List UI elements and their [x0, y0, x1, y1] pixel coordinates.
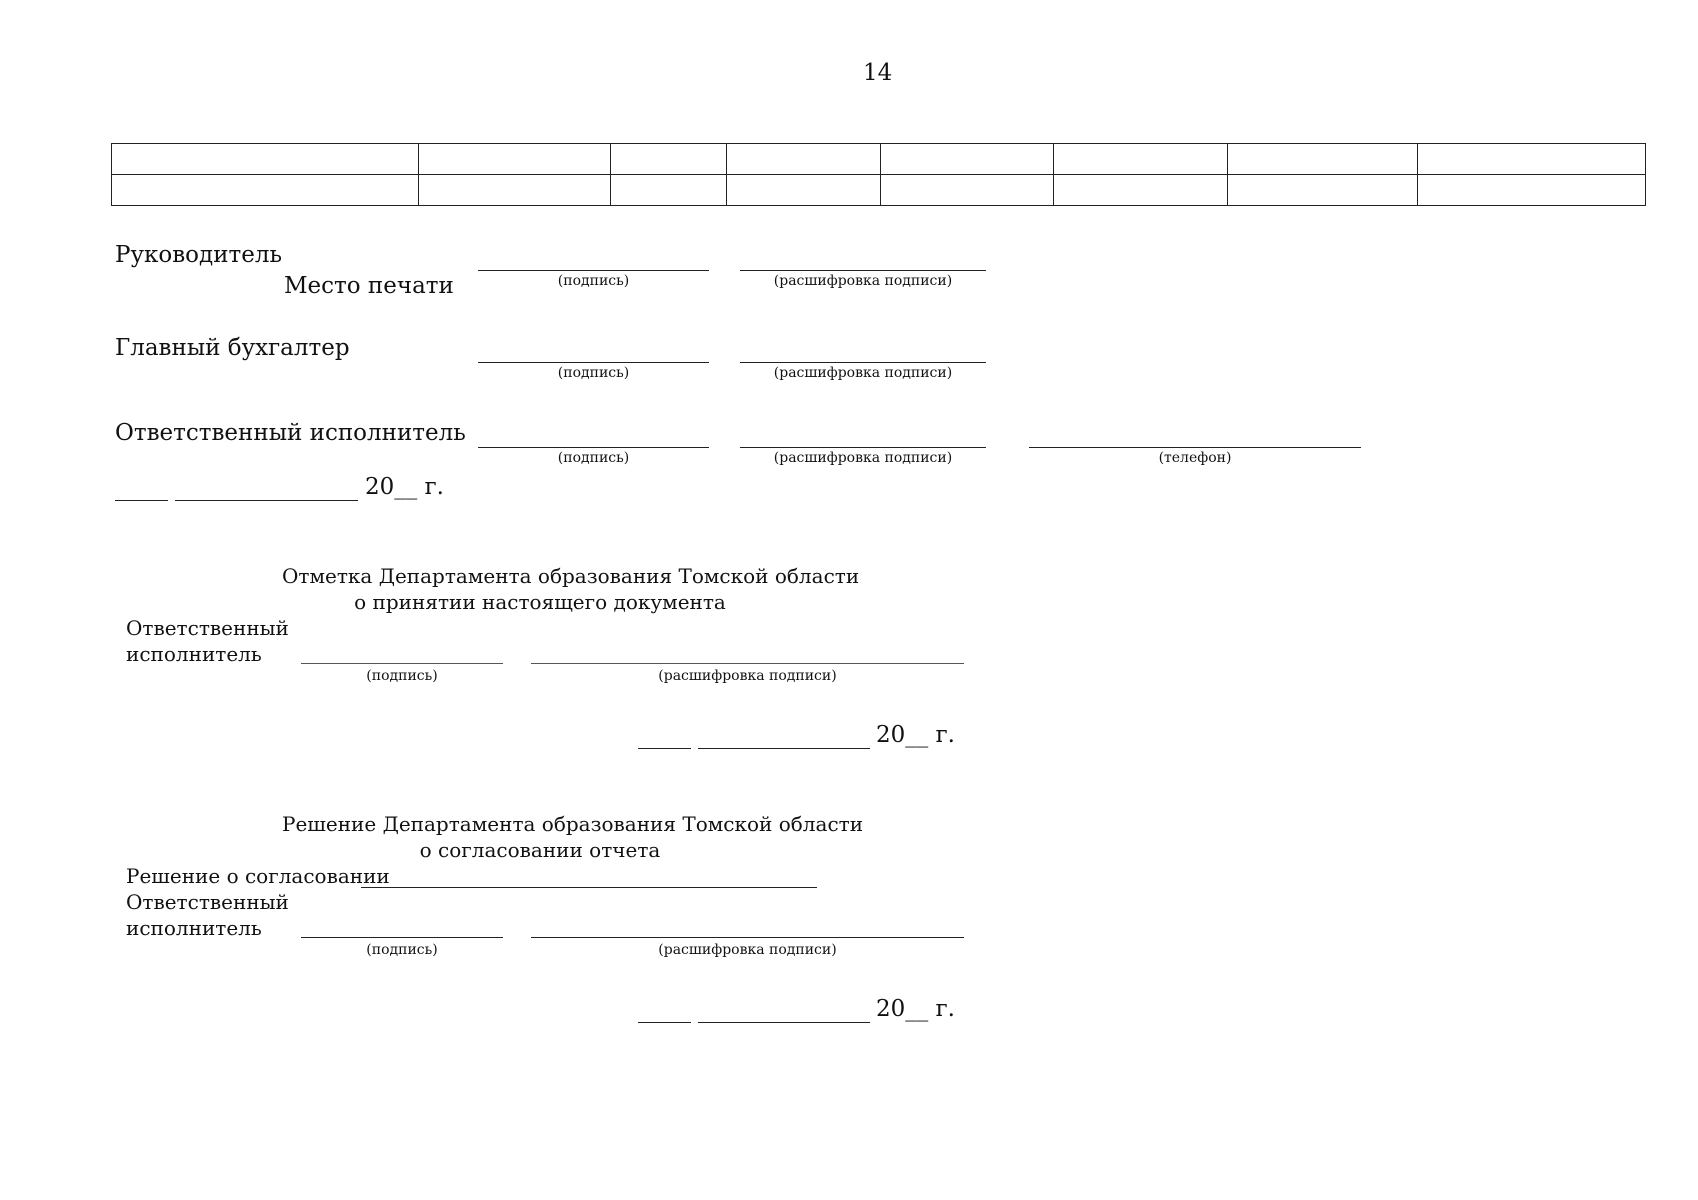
table-cell [611, 175, 727, 206]
decision-executor-line2: исполнитель [126, 916, 262, 940]
decision-signature-caption: (подпись) [366, 942, 438, 958]
acceptance-date-day-line[interactable] [638, 748, 691, 749]
accountant-signature-line[interactable] [478, 362, 709, 363]
page-number: 14 [863, 60, 893, 86]
table-cell [1418, 175, 1646, 206]
table-cell [1054, 144, 1228, 175]
decision-approval-label: Решение о согласовании [126, 864, 390, 888]
acceptance-signature-line[interactable] [301, 663, 503, 664]
decision-approval-line[interactable] [361, 887, 817, 888]
table-cell [1228, 175, 1418, 206]
executor-phone-line[interactable] [1029, 447, 1361, 448]
table-row [112, 144, 1646, 175]
accountant-decoding-caption: (расшифровка подписи) [773, 365, 953, 381]
head-label: Руководитель [115, 242, 282, 268]
table-cell [112, 175, 419, 206]
table-cell [1228, 144, 1418, 175]
head-decoding-caption: (расшифровка подписи) [773, 273, 953, 289]
table-cell [881, 175, 1054, 206]
table-cell [112, 144, 419, 175]
decision-decoding-line[interactable] [531, 937, 964, 938]
date-year: 20__ г. [365, 474, 444, 500]
decision-executor-line1: Ответственный [126, 890, 289, 914]
table-cell [727, 175, 881, 206]
table-cell [727, 144, 881, 175]
chief-accountant-label: Главный бухгалтер [115, 335, 350, 361]
executor-phone-caption: (телефон) [1158, 450, 1232, 466]
accountant-decoding-line[interactable] [740, 362, 986, 363]
acceptance-decoding-caption: (расшифровка подписи) [658, 668, 837, 684]
empty-table [111, 143, 1646, 206]
acceptance-title-line2: о принятии настоящего документа [354, 590, 726, 614]
acceptance-executor-line1: Ответственный [126, 616, 289, 640]
executor-decoding-line[interactable] [740, 447, 986, 448]
decision-date-year: 20__ г. [876, 996, 955, 1022]
head-signature-line[interactable] [478, 270, 709, 271]
accountant-signature-caption: (подпись) [557, 365, 630, 381]
table-cell [419, 144, 611, 175]
table-cell [611, 144, 727, 175]
acceptance-decoding-line[interactable] [531, 663, 964, 664]
head-signature-caption: (подпись) [557, 273, 630, 289]
decision-title-line1: Решение Департамента образования Томской области [282, 812, 864, 836]
decision-date-month-line[interactable] [698, 1022, 870, 1023]
stamp-label: Место печати [284, 273, 454, 299]
decision-signature-line[interactable] [301, 937, 503, 938]
executor-signature-caption: (подпись) [557, 450, 630, 466]
head-decoding-line[interactable] [740, 270, 986, 271]
table-cell [881, 144, 1054, 175]
acceptance-date-month-line[interactable] [698, 748, 870, 749]
acceptance-date-year: 20__ г. [876, 722, 955, 748]
table-row [112, 175, 1646, 206]
date-month-line[interactable] [175, 500, 358, 501]
decision-decoding-caption: (расшифровка подписи) [658, 942, 837, 958]
date-day-line[interactable] [115, 500, 168, 501]
table-cell [419, 175, 611, 206]
executor-label: Ответственный исполнитель [115, 420, 466, 446]
acceptance-signature-caption: (подпись) [366, 668, 438, 684]
decision-date-day-line[interactable] [638, 1022, 691, 1023]
acceptance-title-line1: Отметка Департамента образования Томской области [282, 564, 860, 588]
decision-title-line2: о согласовании отчета [419, 838, 661, 862]
executor-signature-line[interactable] [478, 447, 709, 448]
table-cell [1054, 175, 1228, 206]
acceptance-executor-line2: исполнитель [126, 642, 262, 666]
table-cell [1418, 144, 1646, 175]
executor-decoding-caption: (расшифровка подписи) [773, 450, 953, 466]
